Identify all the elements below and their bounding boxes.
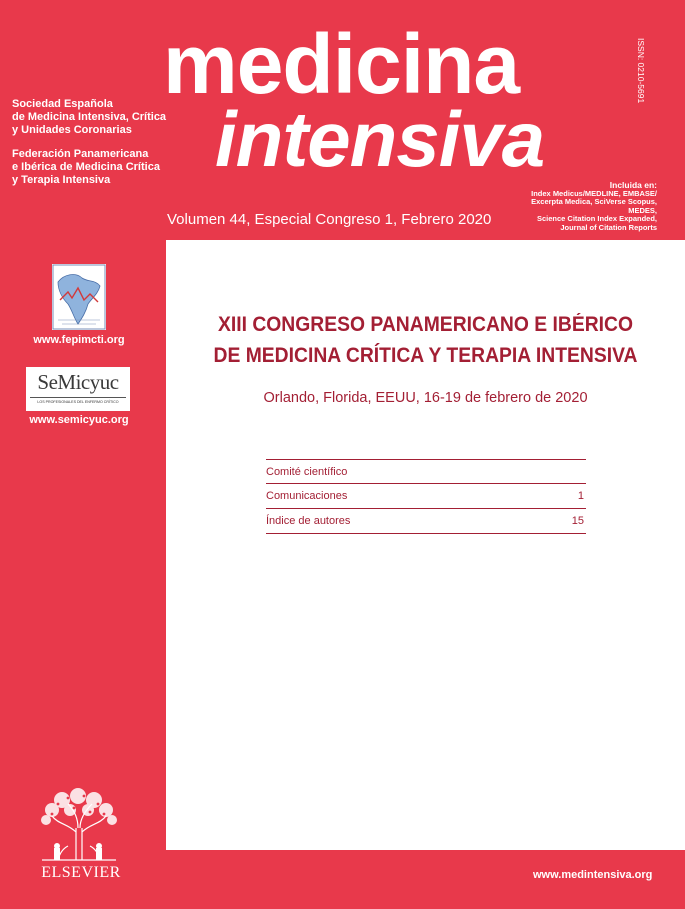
congress-title <box>187 309 664 371</box>
toc-page <box>584 461 586 483</box>
semicyuc-wordmark: SeMicyuc <box>37 370 119 394</box>
toc-label: Índice de autores <box>266 515 351 527</box>
society-fepimcti-line: e Ibérica de Medicina Crítica <box>12 161 160 173</box>
elsevier-wordmark: ELSEVIER <box>41 864 121 881</box>
toc-page: 15 <box>571 515 584 527</box>
fepimcti-logo <box>52 264 106 330</box>
indexing-line: Journal of Citation Reports <box>560 222 657 232</box>
indexing-line: Excerpta Medica, SciVerse Scopus, MEDES, <box>531 197 657 215</box>
society-semicyuc-name <box>12 98 172 137</box>
indexing-info <box>505 181 657 232</box>
toc-label: Comunicaciones <box>266 490 348 502</box>
society-fepimcti-line: Federación Panamericana <box>12 148 149 160</box>
congress-location-dates: Orlando, Florida, EEUU, 16-19 de febrero de 2020 <box>263 390 588 406</box>
volume-info: Volumen 44, Especial Congreso 1, Febrero 2020 <box>167 211 492 228</box>
society-semicyuc-line: de Medicina Intensiva, Crítica <box>12 111 167 123</box>
semicyuc-tagline: LOS PROFESIONALES DEL ENFERMO CRÍTICO <box>30 397 126 406</box>
congress-title-line2: DE MEDICINA CRÍTICA Y TERAPIA INTENSIVA <box>213 344 638 367</box>
toc-label: Comité científico <box>266 466 348 478</box>
semicyuc-url-link[interactable]: www.semicyuc.org <box>29 414 129 426</box>
americas-map-icon <box>52 264 106 330</box>
society-fepimcti-line: y Terapia Intensiva <box>12 174 111 186</box>
issn-label-container <box>632 38 672 104</box>
journal-title-line1: medicina <box>163 17 520 111</box>
indexing-line: Index Medicus/MEDLINE, EMBASE/ <box>531 188 657 198</box>
toc-row[interactable] <box>266 509 586 534</box>
toc-row[interactable] <box>266 484 586 509</box>
table-of-contents <box>266 459 586 534</box>
toc-page: 1 <box>577 490 584 502</box>
elsevier-tree-icon <box>38 788 120 862</box>
congress-title-line1: XIII CONGRESO PANAMERICANO E IBÉRICO <box>217 313 634 336</box>
fepimcti-url-link[interactable]: www.fepimcti.org <box>33 334 125 346</box>
journal-website-link[interactable]: www.medintensiva.org <box>533 869 653 881</box>
indexing-line: Science Citation Index Expanded, <box>536 214 657 223</box>
semicyuc-logo <box>26 367 130 411</box>
society-fepimcti-name <box>12 148 172 187</box>
society-semicyuc-line: y Unidades Coronarias <box>12 124 132 136</box>
society-semicyuc-line: Sociedad Española <box>12 98 113 110</box>
indexing-heading: Incluida en: <box>609 180 657 190</box>
journal-title-line2: intensiva <box>215 95 545 183</box>
toc-row[interactable] <box>266 459 586 484</box>
issn-label: ISSN: 0210-5691 <box>636 38 646 104</box>
